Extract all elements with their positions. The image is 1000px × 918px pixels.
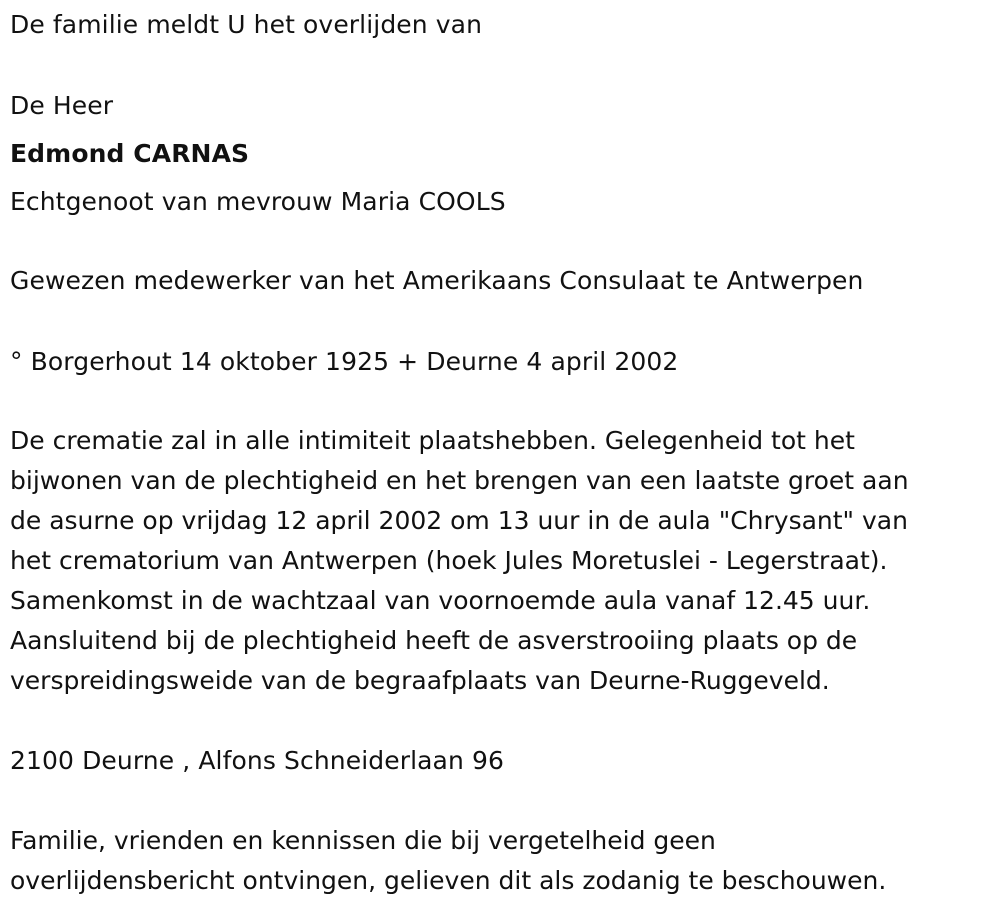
closing-paragraph <box>10 821 886 901</box>
ceremony-line: Samenkomst in de wachtzaal van voornoemde aula vanaf 12.45 uur. <box>10 586 871 615</box>
ceremony-line: Aansluitend bij de plechtigheid heeft de asverstrooiing plaats op de <box>10 626 858 655</box>
ceremony-line: De crematie zal in alle intimiteit plaatshebben. Gelegenheid tot het <box>10 426 855 455</box>
title-text: De Heer <box>10 91 114 120</box>
closing-line: overlijdensbericht ontvingen, gelieven dit als zodanig te beschouwen. <box>10 866 887 895</box>
spouse-text: Echtgenoot van mevrouw Maria COOLS <box>10 187 506 216</box>
ceremony-line: bijwonen van de plechtigheid en het brengen van een laatste groet aan <box>10 466 909 495</box>
ceremony-paragraph <box>10 421 909 701</box>
ceremony-line: verspreidingsweide van de begraafplaats van Deurne-Ruggeveld. <box>10 666 830 695</box>
birth-death-text: ° Borgerhout 14 oktober 1925 + Deurne 4 april 2002 <box>10 347 679 376</box>
ceremony-line: het crematorium van Antwerpen (hoek Jules Moretuslei - Legerstraat). <box>10 546 888 575</box>
address-text: 2100 Deurne , Alfons Schneiderlaan 96 <box>10 746 504 775</box>
occupation-text: Gewezen medewerker van het Amerikaans Consulaat te Antwerpen <box>10 266 864 295</box>
deceased-name: Edmond CARNAS <box>10 139 250 168</box>
intro-text: De familie meldt U het overlijden van <box>10 10 483 39</box>
closing-line: Familie, vrienden en kennissen die bij vergetelheid geen <box>10 826 716 855</box>
ceremony-line: de asurne op vrijdag 12 april 2002 om 13 uur in de aula "Chrysant" van <box>10 506 908 535</box>
